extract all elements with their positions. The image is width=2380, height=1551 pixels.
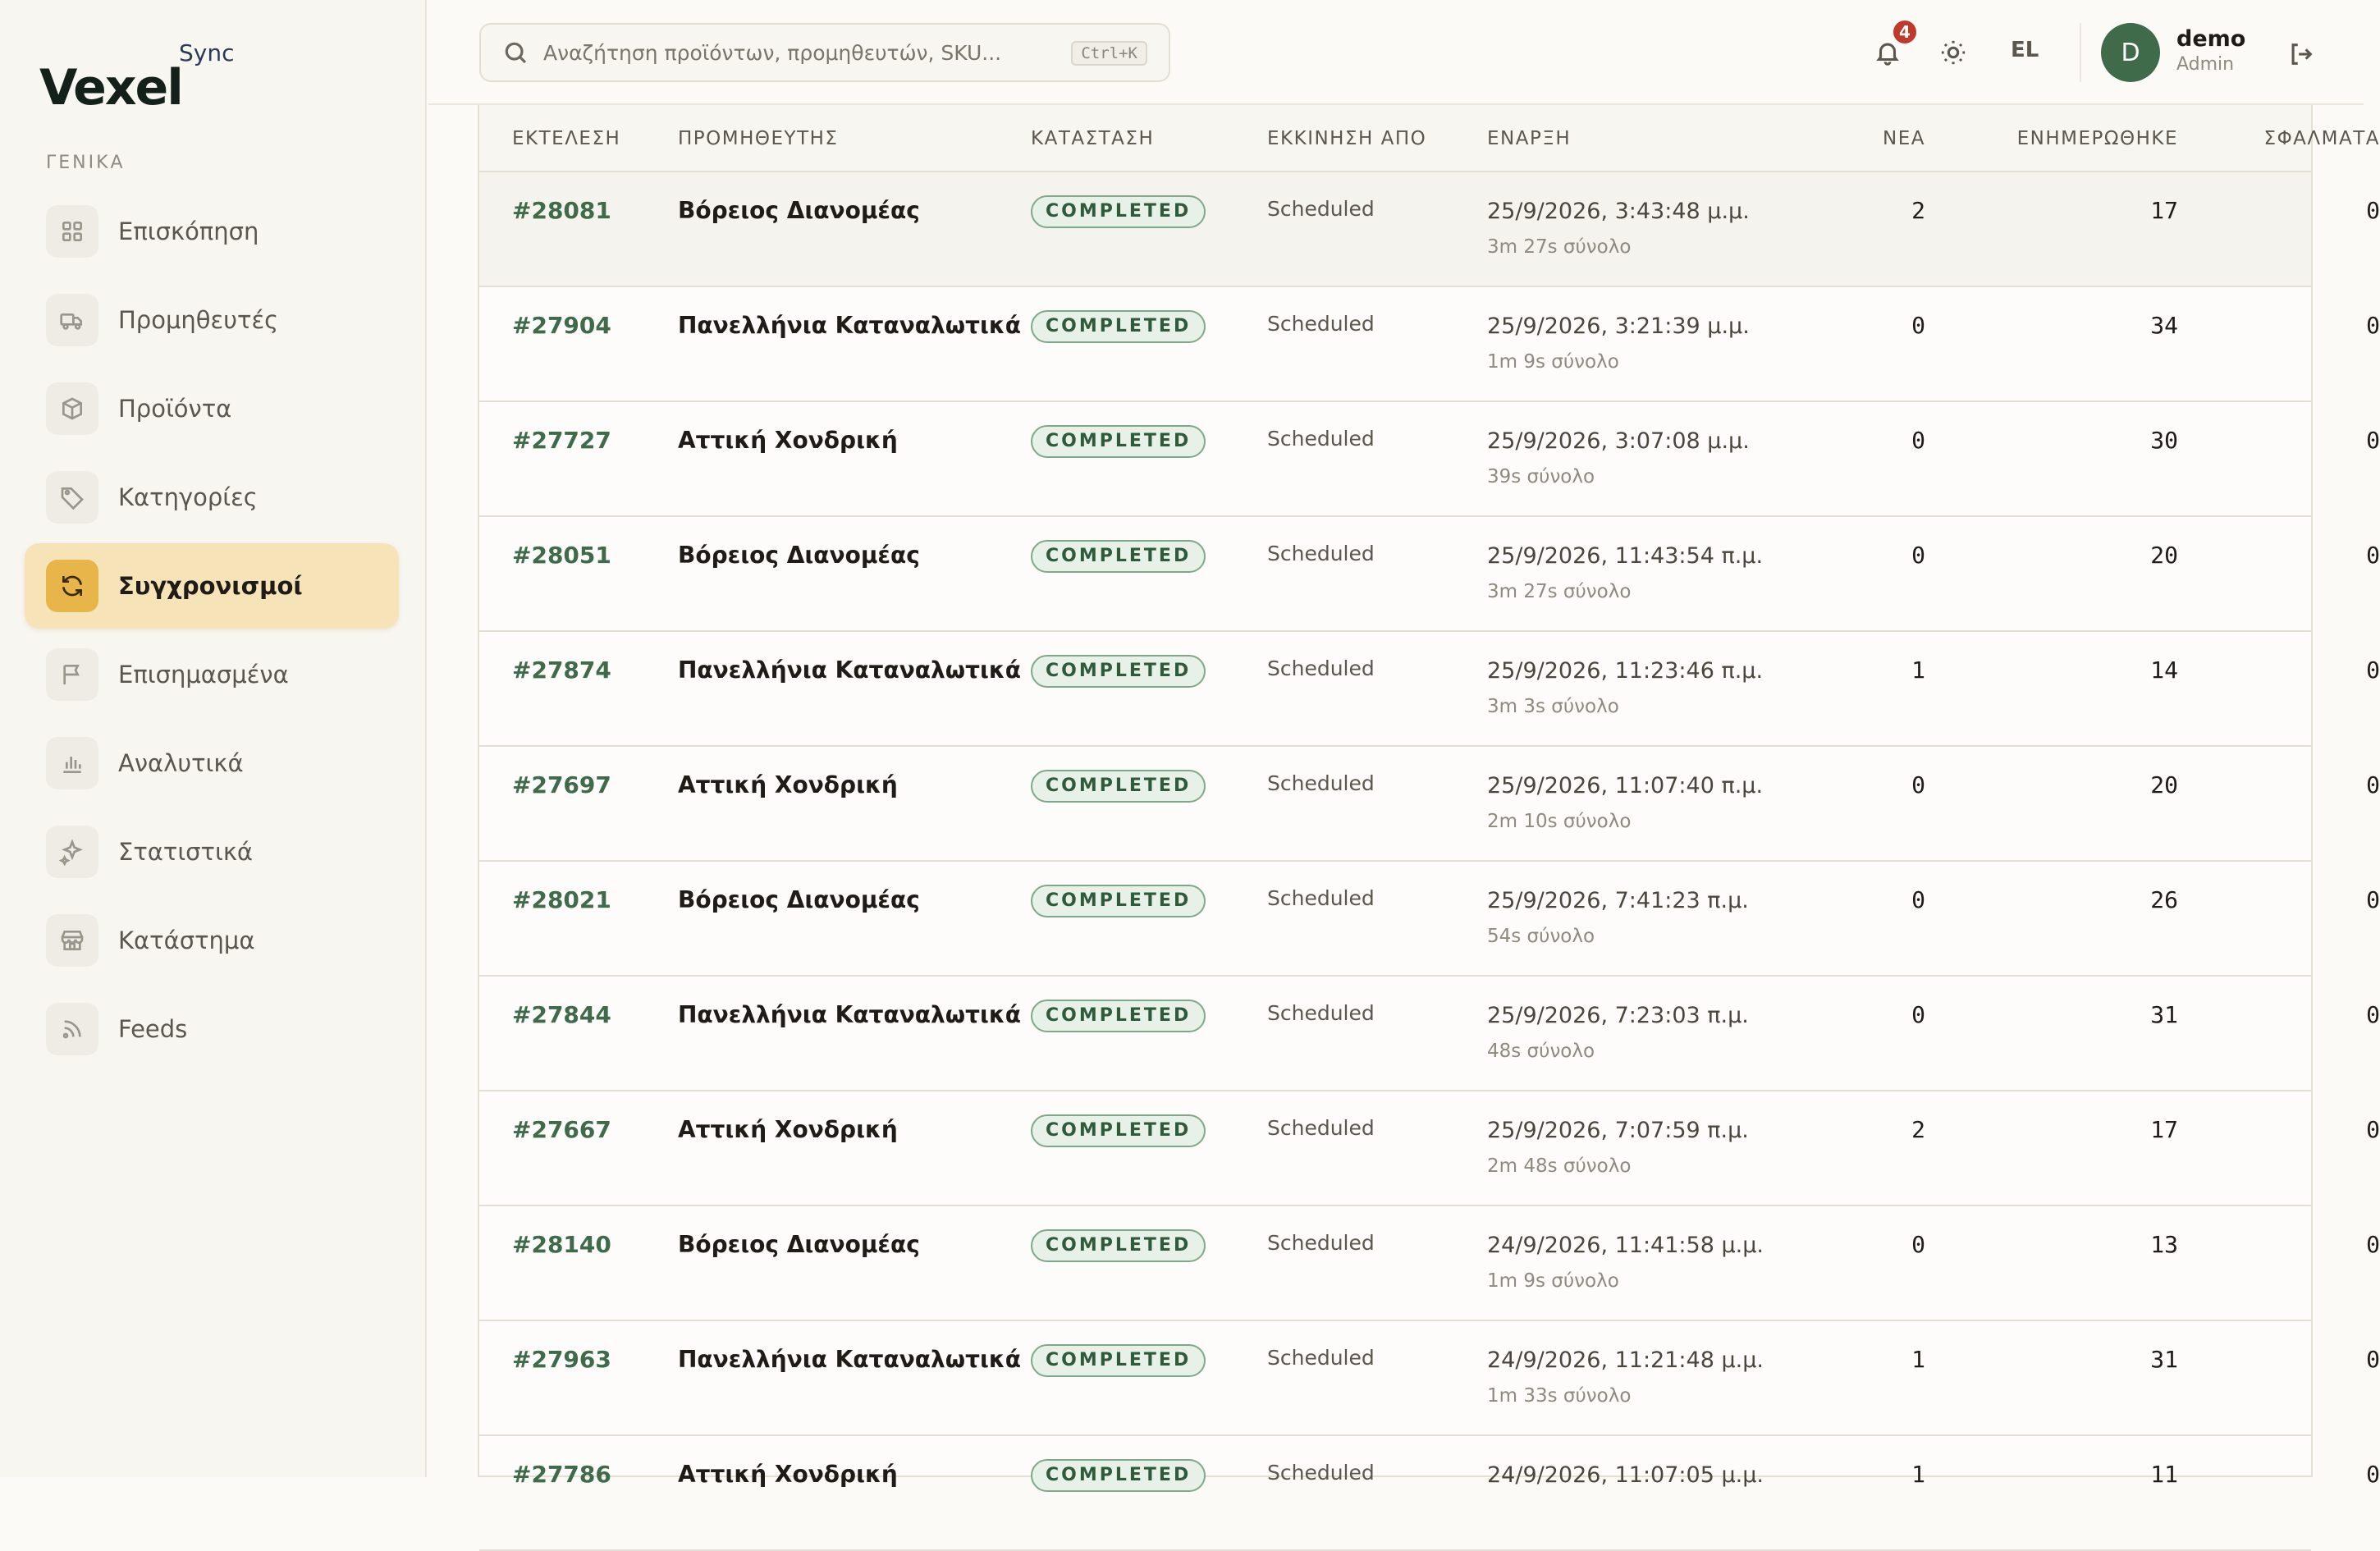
nav-section-label: ΓΕΝΙΚΑ	[46, 153, 126, 173]
header-trigger[interactable]: ΕΚΚΙΝΗΣΗ ΑΠΟ	[1267, 128, 1427, 149]
run-id-link[interactable]: #28081	[512, 197, 611, 224]
notification-count-badge: 4	[1891, 18, 1919, 46]
duration: 3m 3s σύνολο	[1487, 696, 1619, 717]
run-id-link[interactable]: #27874	[512, 657, 611, 684]
tag-icon	[46, 471, 98, 524]
new-count: 2	[1911, 197, 1925, 224]
start-time: 25/9/2026, 11:23:46 π.μ.	[1487, 658, 1764, 684]
status-badge: COMPLETED	[1031, 1114, 1206, 1147]
trigger-source: Scheduled	[1267, 1116, 1375, 1140]
grid-icon	[46, 205, 98, 258]
new-count: 1	[1911, 1461, 1925, 1488]
logout-button[interactable]	[2282, 34, 2321, 74]
trigger-source: Scheduled	[1267, 657, 1375, 680]
sidebar-item-label: Στατιστικά	[118, 838, 254, 866]
updated-count: 14	[2150, 657, 2178, 684]
status-badge: COMPLETED	[1031, 1000, 1206, 1032]
supplier-name: Βόρειος Διανομέας	[678, 542, 920, 569]
duration: 39s σύνολο	[1487, 466, 1595, 487]
sidebar-item-flagged[interactable]	[25, 632, 399, 717]
duration: 54s σύνολο	[1487, 926, 1595, 947]
start-time: 25/9/2026, 3:21:39 μ.μ.	[1487, 313, 1750, 339]
search-box[interactable]	[479, 23, 1170, 82]
status-badge: COMPLETED	[1031, 310, 1206, 343]
duration: 3m 27s σύνολο	[1487, 236, 1632, 258]
supplier-name: Βόρειος Διανομέας	[678, 1231, 920, 1258]
trigger-source: Scheduled	[1267, 1001, 1375, 1025]
sidebar-item-label: Επισκόπηση	[118, 217, 259, 245]
store-icon	[46, 914, 98, 967]
header-errors[interactable]: ΣΦΑΛΜΑΤΑ	[2263, 128, 2380, 149]
duration: 3m 27s σύνολο	[1487, 581, 1632, 602]
updated-count: 31	[2150, 1001, 2178, 1028]
new-count: 1	[1911, 657, 1925, 684]
trigger-source: Scheduled	[1267, 886, 1375, 910]
error-count: 0	[2366, 197, 2380, 224]
theme-toggle-button[interactable]	[1934, 33, 1973, 72]
error-count: 0	[2366, 542, 2380, 569]
run-id-link[interactable]: #27786	[512, 1461, 611, 1488]
new-count: 2	[1911, 1116, 1925, 1143]
status-badge: COMPLETED	[1031, 885, 1206, 917]
updated-count: 11	[2150, 1461, 2178, 1488]
error-count: 0	[2366, 312, 2380, 339]
run-id-link[interactable]: #28140	[512, 1231, 611, 1258]
search-icon	[502, 39, 529, 66]
sidebar-item-label: Επισημασμένα	[118, 661, 289, 689]
error-count: 0	[2366, 427, 2380, 454]
header-new[interactable]: ΝΕΑ	[1883, 128, 1925, 149]
table-row[interactable]	[479, 1321, 2380, 1436]
supplier-name: Πανελλήνια Καταναλωτικά	[678, 312, 1021, 339]
status-badge: COMPLETED	[1031, 195, 1206, 228]
error-count: 0	[2366, 886, 2380, 913]
trigger-source: Scheduled	[1267, 1461, 1375, 1485]
table-row[interactable]	[479, 517, 2380, 632]
table-row[interactable]	[479, 1206, 2380, 1321]
duration: 2m 48s σύνολο	[1487, 1155, 1632, 1177]
topbar-divider	[2080, 23, 2081, 82]
top-bar	[428, 0, 2364, 105]
sidebar-item-label: Κατηγορίες	[118, 483, 258, 511]
supplier-name: Πανελλήνια Καταναλωτικά	[678, 1346, 1021, 1373]
sidebar-item-label: Προμηθευτές	[118, 306, 279, 334]
supplier-name: Πανελλήνια Καταναλωτικά	[678, 657, 1021, 684]
new-count: 0	[1911, 542, 1925, 569]
updated-count: 31	[2150, 1346, 2178, 1373]
run-id-link[interactable]: #27697	[512, 771, 611, 798]
updated-count: 17	[2150, 197, 2178, 224]
sidebar-item-categories[interactable]	[25, 455, 399, 540]
table-row[interactable]	[479, 172, 2380, 287]
updated-count: 34	[2150, 312, 2178, 339]
sidebar-item-feeds[interactable]	[25, 986, 399, 1072]
new-count: 1	[1911, 1346, 1925, 1373]
supplier-name: Αττική Χονδρική	[678, 771, 898, 798]
start-time: 25/9/2026, 7:23:03 π.μ.	[1487, 1003, 1749, 1028]
trigger-source: Scheduled	[1267, 542, 1375, 565]
sidebar-item-label: Κατάστημα	[118, 926, 255, 954]
new-count: 0	[1911, 1001, 1925, 1028]
updated-count: 30	[2150, 427, 2178, 454]
table-row[interactable]	[479, 632, 2380, 747]
table-row[interactable]	[479, 287, 2380, 402]
truck-icon	[46, 294, 98, 346]
new-count: 0	[1911, 1231, 1925, 1258]
start-time: 25/9/2026, 3:43:48 μ.μ.	[1487, 199, 1750, 224]
error-count: 0	[2366, 1116, 2380, 1143]
supplier-name: Πανελλήνια Καταναλωτικά	[678, 1001, 1021, 1028]
trigger-source: Scheduled	[1267, 312, 1375, 336]
sidebar-item-label: Αναλυτικά	[118, 749, 244, 777]
status-badge: COMPLETED	[1031, 1459, 1206, 1492]
sidebar-item-label: Συγχρονισμοί	[118, 572, 303, 600]
run-id-link[interactable]: #27667	[512, 1116, 611, 1143]
language-switch[interactable]: EL	[2011, 38, 2039, 62]
logo-sub-text: Sync	[179, 39, 235, 66]
search-input[interactable]	[543, 41, 1052, 65]
header-start[interactable]: ΕΝΑΡΞΗ	[1487, 128, 1572, 149]
user-name: demo	[2176, 26, 2246, 52]
start-time: 24/9/2026, 11:21:48 μ.μ.	[1487, 1347, 1764, 1373]
duration: 2m 10s σύνολο	[1487, 811, 1632, 832]
run-id-link[interactable]: #27844	[512, 1001, 611, 1028]
trigger-source: Scheduled	[1267, 197, 1375, 221]
supplier-name: Βόρειος Διανομέας	[678, 886, 920, 913]
sync-icon	[46, 560, 98, 612]
new-count: 0	[1911, 427, 1925, 454]
trigger-source: Scheduled	[1267, 1346, 1375, 1370]
error-count: 0	[2366, 1461, 2380, 1488]
new-count: 0	[1911, 886, 1925, 913]
trigger-source: Scheduled	[1267, 427, 1375, 451]
supplier-name: Αττική Χονδρική	[678, 427, 898, 454]
run-id-link[interactable]: #27727	[512, 427, 611, 454]
updated-count: 20	[2150, 542, 2178, 569]
table-row[interactable]	[479, 1436, 2380, 1551]
run-id-link[interactable]: #27904	[512, 312, 611, 339]
app-logo[interactable]	[39, 39, 236, 121]
rss-icon	[46, 1003, 98, 1055]
new-count: 0	[1911, 771, 1925, 798]
sidebar-item-statistics[interactable]	[25, 809, 399, 894]
table-row[interactable]	[479, 862, 2380, 977]
status-badge: COMPLETED	[1031, 1344, 1206, 1377]
sidebar-item-syncs[interactable]	[25, 543, 399, 629]
box-icon	[46, 382, 98, 435]
status-badge: COMPLETED	[1031, 770, 1206, 803]
header-status[interactable]: ΚΑΤΑΣΤΑΣΗ	[1031, 128, 1155, 149]
duration: 1m 33s σύνολο	[1487, 1385, 1632, 1407]
status-badge: COMPLETED	[1031, 1229, 1206, 1262]
start-time: 25/9/2026, 7:07:59 π.μ.	[1487, 1118, 1749, 1143]
table-row[interactable]	[479, 747, 2380, 862]
table-row[interactable]	[479, 402, 2380, 517]
trigger-source: Scheduled	[1267, 1231, 1375, 1255]
sidebar-nav	[25, 189, 399, 1075]
sidebar-item-label: Feeds	[118, 1015, 188, 1043]
start-time: 24/9/2026, 11:41:58 μ.μ.	[1487, 1233, 1764, 1258]
trigger-source: Scheduled	[1267, 771, 1375, 795]
search-shortcut-hint: Ctrl+K	[1071, 41, 1147, 66]
sidebar-item-products[interactable]	[25, 366, 399, 451]
error-count: 0	[2366, 1231, 2380, 1258]
run-id-link[interactable]: #27963	[512, 1346, 611, 1373]
sidebar-item-analytics[interactable]	[25, 721, 399, 806]
updated-count: 17	[2150, 1116, 2178, 1143]
duration: 1m 9s σύνολο	[1487, 351, 1619, 373]
start-time: 25/9/2026, 7:41:23 π.μ.	[1487, 888, 1749, 913]
bar-chart-icon	[46, 737, 98, 789]
status-badge: COMPLETED	[1031, 425, 1206, 458]
table-row[interactable]	[479, 1091, 2380, 1206]
user-role: Admin	[2176, 54, 2235, 75]
header-run[interactable]: ΕΚΤΕΛΕΣΗ	[512, 128, 621, 149]
status-badge: COMPLETED	[1031, 655, 1206, 688]
sidebar-item-suppliers[interactable]	[25, 277, 399, 363]
sync-runs-table	[478, 105, 2380, 1488]
duration: 1m 9s σύνολο	[1487, 1270, 1619, 1292]
updated-count: 20	[2150, 771, 2178, 798]
sidebar-item-label: Προϊόντα	[118, 395, 232, 423]
run-id-link[interactable]: #28021	[512, 886, 611, 913]
logo-main-text: Vexel	[39, 59, 182, 117]
error-count: 0	[2366, 1346, 2380, 1373]
start-time: 25/9/2026, 11:07:40 π.μ.	[1487, 773, 1764, 798]
logout-icon	[2287, 40, 2315, 68]
start-time: 25/9/2026, 3:07:08 μ.μ.	[1487, 428, 1750, 454]
table-body	[479, 172, 2380, 1551]
error-count: 0	[2366, 771, 2380, 798]
error-count: 0	[2366, 1001, 2380, 1028]
sun-icon	[1939, 39, 1967, 66]
sidebar-item-store[interactable]	[25, 898, 399, 983]
table-row[interactable]	[479, 977, 2380, 1091]
new-count: 0	[1911, 312, 1925, 339]
sidebar-item-overview[interactable]	[25, 189, 399, 274]
status-badge: COMPLETED	[1031, 540, 1206, 573]
avatar[interactable]: D	[2101, 23, 2160, 82]
supplier-name: Αττική Χονδρική	[678, 1461, 898, 1488]
start-time: 25/9/2026, 11:43:54 π.μ.	[1487, 543, 1764, 569]
updated-count: 26	[2150, 886, 2178, 913]
sparkle-icon	[46, 826, 98, 878]
header-updated[interactable]: ΕΝΗΜΕΡΩΘΗΚΕ	[2016, 128, 2178, 149]
table-header	[479, 105, 2380, 172]
duration: 48s σύνολο	[1487, 1041, 1595, 1062]
error-count: 0	[2366, 657, 2380, 684]
supplier-name: Αττική Χονδρική	[678, 1116, 898, 1143]
run-id-link[interactable]: #28051	[512, 542, 611, 569]
sidebar	[0, 0, 427, 1477]
flag-icon	[46, 648, 98, 701]
header-supplier[interactable]: ΠΡΟΜΗΘΕΥΤΗΣ	[678, 128, 839, 149]
updated-count: 13	[2150, 1231, 2178, 1258]
supplier-name: Βόρειος Διανομέας	[678, 197, 920, 224]
start-time: 24/9/2026, 11:07:05 μ.μ.	[1487, 1462, 1764, 1488]
